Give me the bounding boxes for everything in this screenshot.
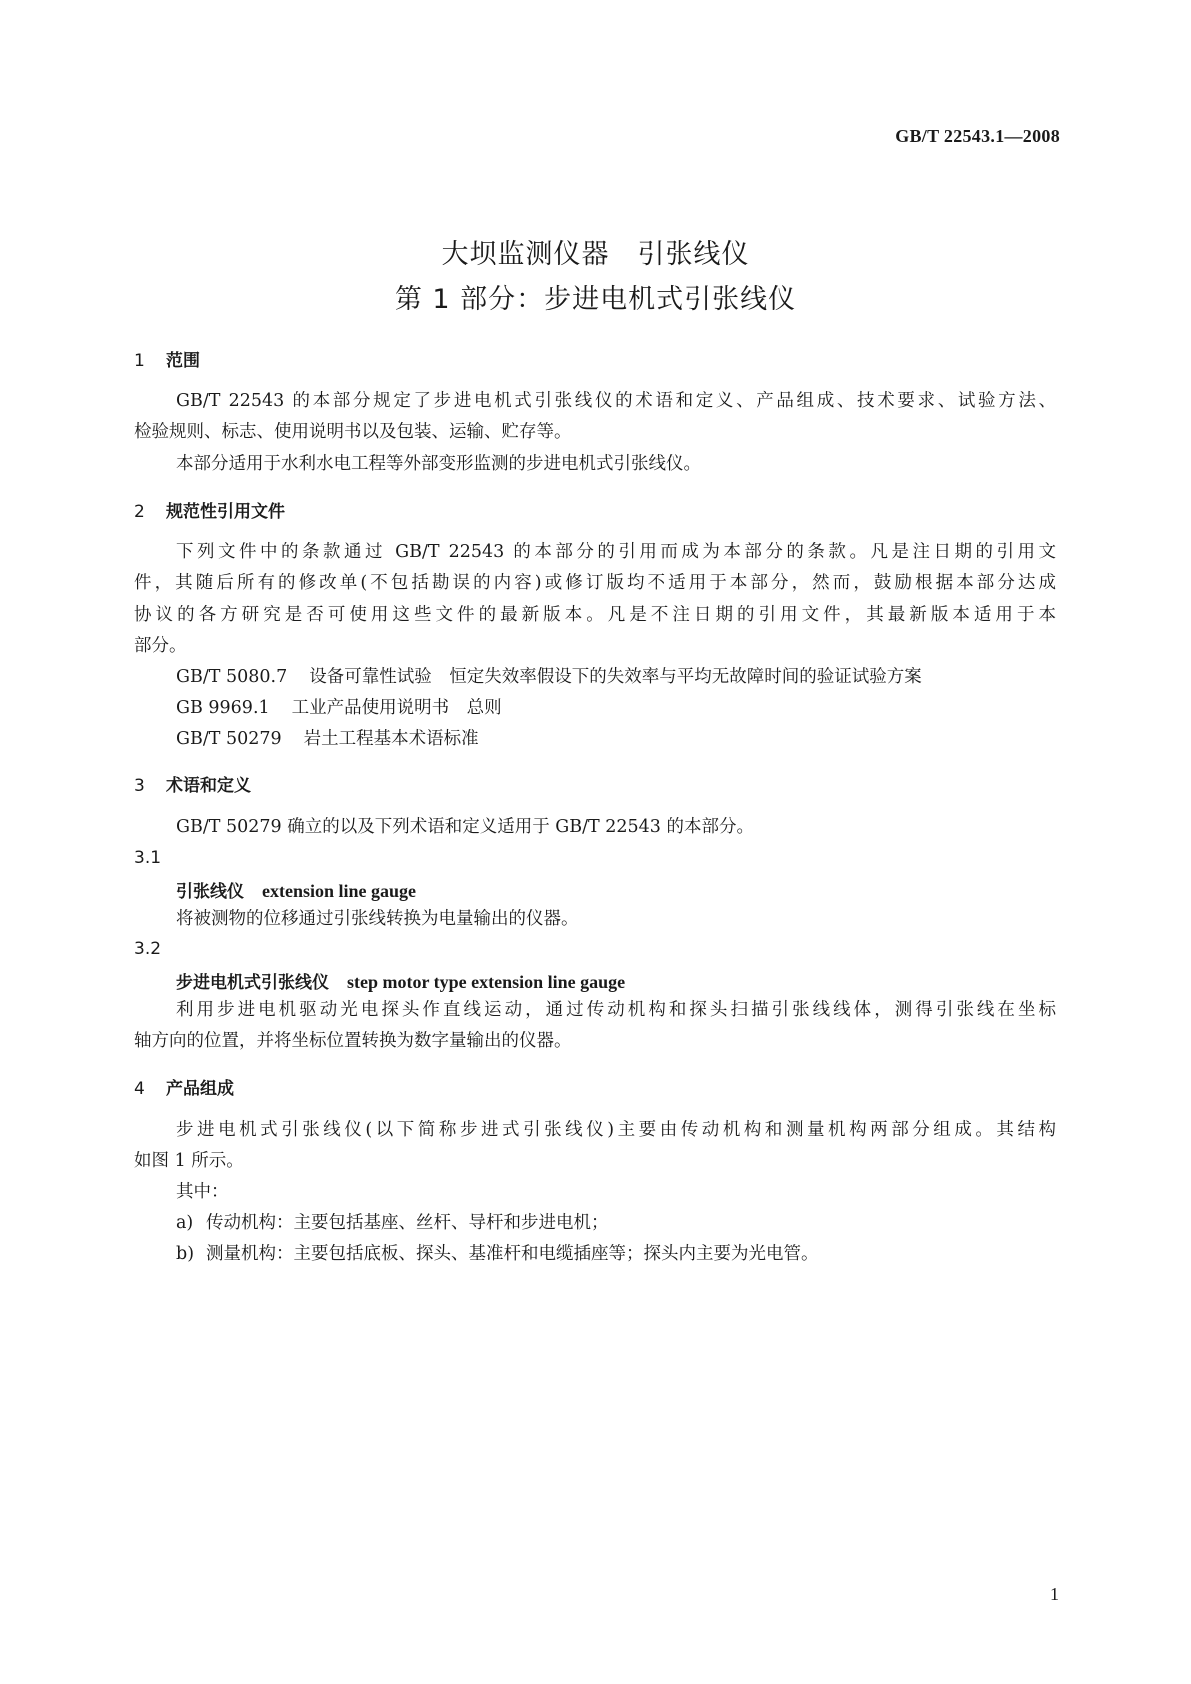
- reference-code: GB/T 5080.7: [176, 667, 288, 687]
- term-chinese: 引张线仪: [176, 882, 244, 902]
- section-title: 产品组成: [166, 1079, 234, 1099]
- reference-item: [176, 724, 479, 755]
- list-text: 传动机构：主要包括基座、丝杆、导杆和步进电机；: [206, 1213, 609, 1233]
- document-title-line2: 第 1 部分：步进电机式引张线仪: [394, 284, 797, 315]
- paragraph-line: 协议的各方研究是否可使用这些文件的最新版本。凡是不注日期的引用文件，其最新版本适用于本: [134, 605, 1056, 625]
- list-item: [176, 1239, 819, 1270]
- section-title: 术语和定义: [166, 776, 251, 796]
- clause-number: 3.2: [134, 939, 162, 959]
- paragraph-line: GB/T 22543 的本部分规定了步进电机式引张线仪的术语和定义、产品组成、技术要求、试验方法、: [176, 391, 1056, 411]
- list-item: [176, 1208, 609, 1239]
- reference-title: 设备可靠性试验 恒定失效率假设下的失效率与平均无故障时间的验证试验方案: [309, 667, 922, 687]
- term-english: step motor type extension line gauge: [347, 972, 626, 992]
- paragraph-line: 下列文件中的条款通过 GB/T 22543 的本部分的引用而成为本部分的条款。凡是注日期的引用文: [176, 542, 1056, 562]
- section-title: 规范性引用文件: [166, 502, 285, 522]
- section-number: 1: [134, 351, 145, 371]
- term-definition-line: 轴方向的位置，并将坐标位置转换为数字量输出的仪器。: [134, 1031, 572, 1051]
- paragraph: 其中：: [176, 1182, 229, 1202]
- paragraph-line: 部分。: [134, 636, 187, 656]
- reference-title: 工业产品使用说明书 总则: [291, 698, 502, 718]
- section-3-heading: [134, 771, 251, 796]
- term-entry: [176, 877, 416, 902]
- list-marker: a): [176, 1213, 194, 1233]
- term-definition-line: 利用步进电机驱动光电探头作直线运动，通过传动机构和探头扫描引张线线体，测得引张线在坐标: [176, 1000, 1056, 1020]
- reference-code: GB/T 50279: [176, 729, 282, 749]
- paragraph-line: 检验规则、标志、使用说明书以及包装、运输、贮存等。: [134, 422, 572, 442]
- term-definition: 将被测物的位移通过引张线转换为电量输出的仪器。: [176, 909, 579, 929]
- list-marker: b): [176, 1244, 195, 1264]
- term-entry: [176, 968, 625, 993]
- standard-code: GB/T 22543.1—2008: [895, 126, 1060, 146]
- section-4-heading: [134, 1074, 234, 1099]
- paragraph-line: 步进电机式引张线仪(以下简称步进式引张线仪)主要由传动机构和测量机构两部分组成。其结构: [176, 1120, 1056, 1140]
- page-number: 1: [1050, 1584, 1059, 1604]
- section-number: 3: [134, 776, 145, 796]
- paragraph-line: 件，其随后所有的修改单(不包括勘误的内容)或修订版均不适用于本部分，然而，鼓励根据本部分达成: [134, 573, 1056, 593]
- document-title-line1: 大坝监测仪器 引张线仪: [441, 239, 750, 270]
- reference-code: GB 9969.1: [176, 698, 270, 718]
- reference-item: [176, 693, 502, 724]
- term-chinese: 步进电机式引张线仪: [176, 973, 329, 993]
- paragraph: 本部分适用于水利水电工程等外部变形监测的步进电机式引张线仪。: [176, 454, 701, 474]
- section-number: 2: [134, 502, 145, 522]
- section-number: 4: [134, 1079, 145, 1099]
- reference-item: [176, 662, 922, 693]
- section-title: 范围: [166, 351, 200, 371]
- clause-number: 3.1: [134, 848, 162, 868]
- paragraph: GB/T 50279 确立的以及下列术语和定义适用于 GB/T 22543 的本部分。: [176, 817, 754, 837]
- term-english: extension line gauge: [262, 881, 417, 901]
- paragraph-line: 如图 1 所示。: [134, 1151, 244, 1171]
- reference-title: 岩土工程基本术语标准: [303, 729, 479, 749]
- section-1-heading: [134, 346, 200, 371]
- list-text: 测量机构：主要包括底板、探头、基准杆和电缆插座等；探头内主要为光电管。: [206, 1244, 819, 1264]
- section-2-heading: [134, 497, 285, 522]
